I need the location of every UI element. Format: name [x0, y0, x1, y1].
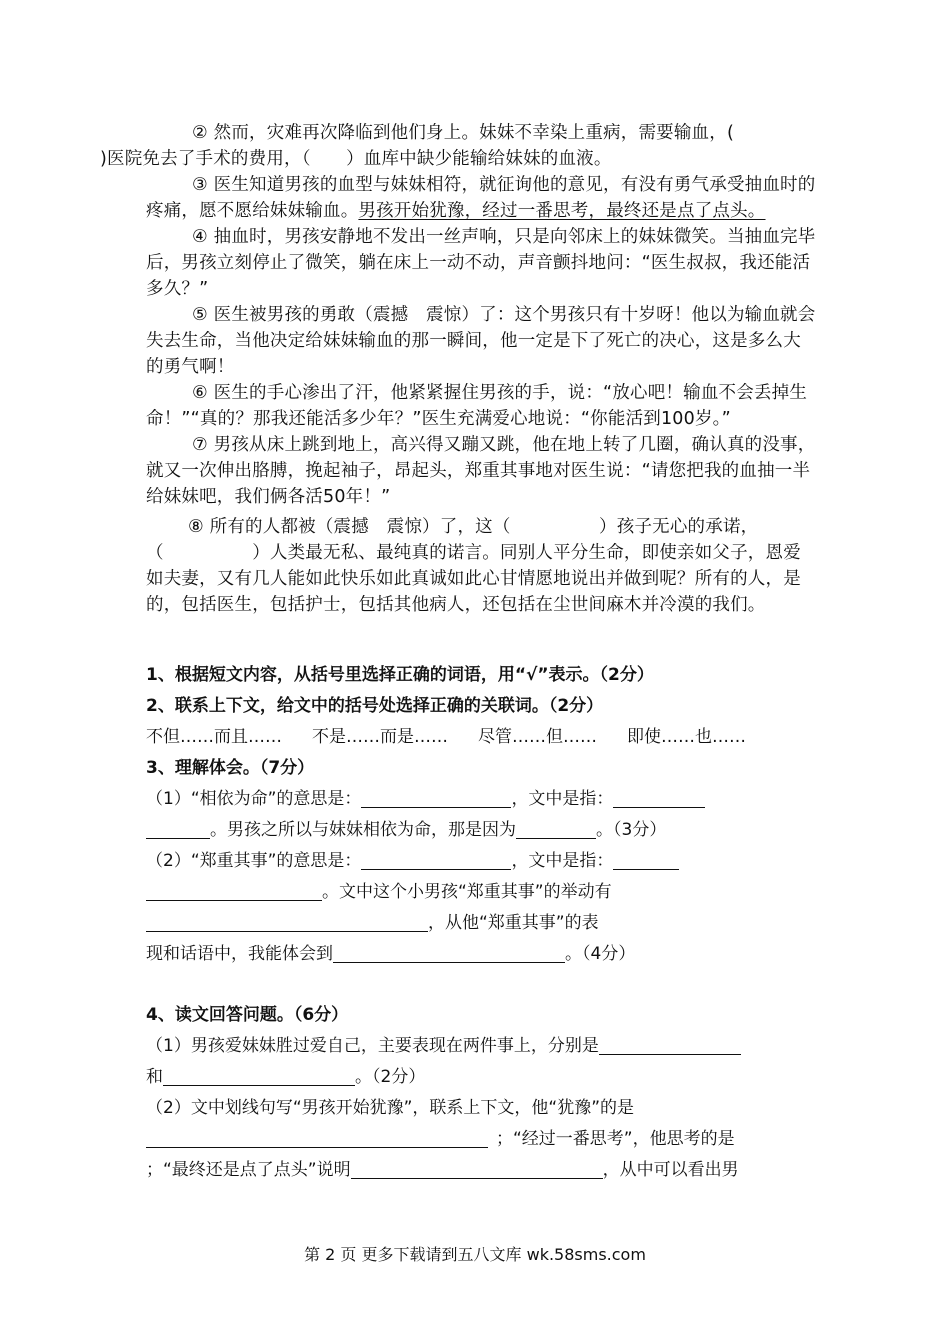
paragraph-4: ④ 抽血时，男孩安静地不发出一丝声响，只是向邻床上的妹妹微笑。当抽血完毕后，男孩立刻停止了微笑，躺在床上一动不动，声音颤抖地问：“医生叔叔，我还能活多久？”: [146, 227, 816, 299]
q3-2-prompt-c: 。文中这个小男孩“郑重其事”的举动有: [322, 882, 612, 902]
option-jishi-ye: 即使……也……: [627, 727, 746, 747]
answer-blank[interactable]: [163, 1065, 355, 1086]
answer-blank[interactable]: [613, 849, 679, 870]
question-4-1-line-2: [146, 1062, 816, 1093]
paragraph-8: ⑧ 所有的人都被（震撼 震惊）了，这（ ）孩子无心的承诺，（ ）人类最无私、最纯真的诺言。同别人平分生命，即使亲如父子，恩爱如夫妻，又有几人能如此快乐如此真诚如此心甘情愿地说出并做到呢？所有的人，是的，包括医生，包括护士，包括其他病人，还包括在尘世间麻木并冷漠的我们。: [146, 517, 801, 615]
option-budan-erqie: 不但……而且……: [146, 727, 282, 747]
reading-passage: [100, 120, 816, 618]
option-jinguan-dan: 尽管……但……: [478, 727, 597, 747]
question-4-1-line-1: [146, 1031, 816, 1062]
q3-1-prompt: （1）“相依为命”的意思是：: [146, 789, 362, 809]
q3-1-score: 。（3分）: [596, 820, 667, 840]
question-3-1-line-2: [146, 815, 816, 846]
paragraph-6: ⑥ 医生的手心渗出了汗，他紧紧握住男孩的手，说：“放心吧！输血不会丢掉生命！”“真的？那我还能活多少年？”医生充满爱心地说：“你能活到100岁。”: [146, 383, 808, 429]
q4-2-prompt-d: ，从中可以看出男: [602, 1160, 739, 1180]
question-4: 4、读文回答问题。（6分）: [146, 1005, 349, 1025]
paragraph-3: [146, 172, 816, 224]
paragraph-2-text-a: ② 然而，灾难再次降临到他们身上。妹妹不幸染上重病，需要输血，(: [192, 123, 734, 143]
paragraph-3-text: ③ 医生知道男孩的血型与妹妹相符，就征询他的意见，有没有勇气承受抽血时的疼痛，愿不愿给妹妹输血。: [146, 175, 816, 221]
section-gap: [146, 970, 816, 1000]
question-2: 2、联系上下文，给文中的括号处选择正确的关联词。（2分）: [146, 696, 604, 716]
question-section: [146, 660, 816, 1186]
q4-2-prompt-b: ；“经过一番思考”，他思考的是: [496, 1129, 735, 1149]
paragraph-7: ⑦ 男孩从床上跳到地上，高兴得又蹦又跳，他在地上转了几圈，确认真的没事，就又一次伸出胳膊，挽起袖子，昂起头，郑重其事地对医生说：“请您把我的血抽一半给妹妹吧，我们俩各活50年！”: [146, 435, 816, 507]
q3-2-prompt: （2）“郑重其事”的意思是：: [146, 851, 362, 871]
q4-1-score: 。（2分）: [355, 1067, 426, 1087]
q3-1-prompt-c: 。男孩之所以与妹妹相依为命，那是因为: [210, 820, 516, 840]
question-4-2-line-2: [146, 1124, 816, 1155]
q4-1-prompt: （1）男孩爱妹妹胜过爱自己，主要表现在两件事上，分别是: [146, 1036, 599, 1056]
answer-blank[interactable]: [146, 818, 210, 839]
q4-2-prompt-c: ；“最终还是点了点头”说明: [146, 1160, 351, 1180]
answer-blank[interactable]: [599, 1034, 741, 1055]
option-bushi-ershi: 不是……而是……: [312, 727, 448, 747]
question-4-2-line-1: [146, 1093, 816, 1124]
paragraph-5: ⑤ 医生被男孩的勇敢（震撼 震惊）了：这个男孩只有十岁呀！他以为输血就会失去生命，当他决定给妹妹输血的那一瞬间，他一定是下了死亡的决心，这是多么大的勇气啊！: [146, 305, 816, 377]
q4-1-prompt-b: 和: [146, 1067, 163, 1087]
answer-blank[interactable]: [361, 849, 511, 870]
answer-blank[interactable]: [146, 1127, 488, 1148]
question-3: 3、理解体会。（7分）: [146, 758, 315, 778]
paragraph-2: [100, 120, 816, 172]
question-3-2-line-4: [146, 939, 816, 970]
answer-blank[interactable]: [146, 911, 428, 932]
page-footer: 第 2 页 更多下载请到五八文库 wk.58sms.com: [304, 1245, 646, 1264]
paragraph-2-text-b: )医院免去了手术的费用，（ ）血库中缺少能输给妹妹的血液。: [100, 149, 612, 169]
q3-1-prompt-b: ，文中是指：: [511, 789, 614, 809]
question-1: 1、根据短文内容，从括号里选择正确的词语，用“√”表示。（2分）: [146, 665, 654, 685]
question-3-2-line-2: [146, 877, 816, 908]
answer-blank[interactable]: [613, 787, 705, 808]
answer-blank[interactable]: [361, 787, 511, 808]
answer-blank[interactable]: [516, 818, 596, 839]
answer-blank[interactable]: [146, 880, 322, 901]
question-4-2-line-3: [146, 1155, 816, 1186]
q3-2-score: 。（4分）: [565, 944, 636, 964]
answer-blank[interactable]: [351, 1158, 603, 1179]
question-3-1-line-1: [146, 784, 816, 815]
underlined-sentence: 男孩开始犹豫，经过一番思考，最终还是点了点头。: [358, 201, 766, 221]
question-3-2-line-1: [146, 846, 816, 877]
answer-blank[interactable]: [333, 942, 565, 963]
q3-2-prompt-e: 现和话语中，我能体会到: [146, 944, 333, 964]
q4-2-prompt: （2）文中划线句写“男孩开始犹豫”，联系上下文，他“犹豫”的是: [146, 1098, 635, 1118]
question-2-options: [146, 722, 816, 753]
q3-2-prompt-b: ，文中是指：: [511, 851, 614, 871]
q3-2-prompt-d: ，从他“郑重其事”的表: [428, 913, 599, 933]
question-3-2-line-3: [146, 908, 816, 939]
